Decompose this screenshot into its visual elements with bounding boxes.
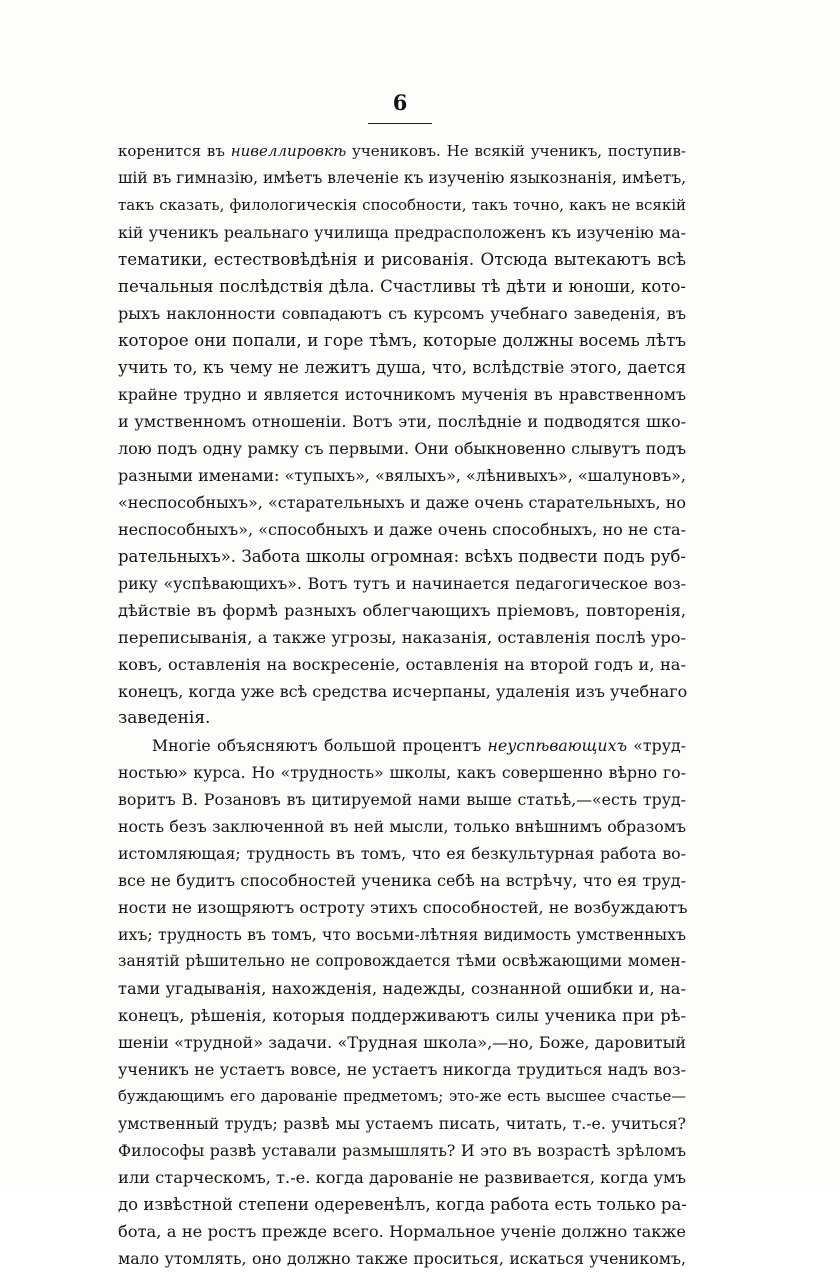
text-line — [118, 543, 686, 570]
text-segment: ковъ, оставленія на воскресеніе, оставленія на второй годъ и, на- — [118, 655, 686, 674]
italic-text: нивеллировкѣ — [230, 142, 347, 160]
text-line — [118, 219, 686, 246]
text-segment: все не будитъ способностей ученика себѣ на встрѣчу, что ея труд- — [118, 871, 686, 890]
text-line — [118, 867, 686, 894]
text-segment: заведенія. — [118, 708, 211, 728]
text-line — [118, 1218, 686, 1245]
text-segment: ности не изощряютъ остроту этихъ способностей, не возбуждаютъ — [118, 898, 688, 917]
text-segment: разными именами: «тупыхъ», «вялыхъ», «лѣнивыхъ», «шалуновъ», — [118, 466, 687, 485]
text-line — [118, 975, 686, 1002]
text-segment: крайне трудно и является источникомъ мученія въ нравственномъ — [118, 385, 686, 404]
text-segment: учениковъ. Не всякій ученикъ, поступив- — [346, 142, 686, 160]
text-segment: до извѣстной степени одеревенѣлъ, когда работа есть только ра- — [118, 1195, 687, 1214]
text-line — [118, 624, 686, 651]
page-number: 6 — [392, 90, 408, 115]
text-segment: конецъ, когда уже всѣ средства исчерпаны, удаленія изъ учебнаго — [118, 682, 688, 701]
text-segment: конецъ, рѣшенія, которыя поддерживаютъ силы ученика при рѣ- — [118, 1006, 686, 1025]
text-segment: тематики, естествовѣдѣнія и рисованія. Отсюда вытекаютъ всѣ — [118, 249, 686, 269]
text-segment: переписыванія, а также угрозы, наказанія, оставленія послѣ уро- — [118, 628, 686, 647]
text-segment: рательныхъ». Забота школы огромная: всѣхъ подвести подъ руб- — [118, 547, 686, 566]
text-line — [118, 192, 686, 219]
text-line — [118, 381, 686, 408]
text-segment: «неспособныхъ», «старательныхъ и даже очень старательныхъ, но — [118, 493, 686, 512]
text-line — [118, 894, 686, 921]
text-segment: ность безъ заключенной въ ней мысли, только внѣшнимъ образомъ — [118, 817, 686, 836]
text-line — [118, 1056, 686, 1083]
text-segment: буждающимъ его дарованіе предметомъ; это-же есть высшее счастье— — [118, 1088, 686, 1105]
text-segment: неспособныхъ», «способныхъ и даже очень способныхъ, но не ста- — [118, 520, 686, 539]
text-line — [118, 597, 686, 624]
text-segment: такъ сказать, филологическія способности, такъ точно, какъ не всякій — [118, 196, 686, 214]
text-line — [118, 1002, 686, 1029]
text-line — [118, 570, 686, 597]
text-line — [118, 1110, 686, 1137]
text-line — [118, 489, 686, 516]
text-segment: ученикъ не устаетъ вовсе, не устаетъ никогда трудиться надъ воз- — [118, 1060, 686, 1079]
text-segment: занятій рѣшительно не сопровождается тѣми освѣжающими момен- — [118, 952, 686, 970]
text-line — [118, 678, 686, 705]
text-segment: тами угадыванія, нахожденія, надежды, сознанной ошибки и, на- — [118, 979, 686, 998]
text-segment: рыхъ наклонности совпадаютъ съ курсомъ учебнаго заведенія, въ — [118, 304, 686, 323]
text-segment: и умственномъ отношеніи. Вотъ эти, послѣдніе и подводятся шко- — [118, 412, 686, 431]
text-segment: печальныя послѣдствія дѣла. Счастливы тѣ дѣти и юноши, кото- — [118, 277, 686, 296]
text-line — [118, 786, 686, 813]
text-line — [118, 840, 686, 867]
text-segment: дѣйствіе въ формѣ разныхъ облегчающихъ пріемовъ, повторенія, — [118, 601, 686, 620]
text-line — [118, 921, 686, 948]
text-line — [118, 273, 686, 300]
text-segment: ихъ; трудность въ томъ, что восьми-лѣтняя видимость умственныхъ — [118, 925, 686, 944]
text-segment: коренится въ — [118, 142, 231, 160]
text-line — [118, 138, 686, 165]
text-line — [118, 516, 686, 543]
text-line — [118, 1164, 686, 1191]
text-line — [118, 651, 686, 678]
text-line — [118, 732, 686, 759]
text-segment: рику «успѣвающихъ». Вотъ тутъ и начинается педагогическое воз- — [118, 574, 686, 593]
text-segment: кій ученикъ реальнаго училища предрасположенъ къ изученію ма- — [118, 223, 686, 242]
text-line — [118, 1191, 686, 1218]
text-line — [118, 354, 686, 381]
text-line — [118, 246, 686, 273]
text-line — [118, 1083, 686, 1110]
text-line — [118, 705, 686, 732]
text-segment: ностью» курса. Но «трудность» школы, какъ совершенно вѣрно го- — [118, 763, 686, 782]
text-line — [118, 165, 686, 192]
text-segment: «труд- — [626, 736, 686, 755]
text-segment: Многіе объясняютъ большой процентъ — [152, 736, 488, 755]
text-segment: шій въ гимназію, имѣетъ влеченіе къ изученію языкознанія, имѣетъ, — [118, 169, 687, 187]
text-line — [118, 1029, 686, 1056]
text-body — [118, 138, 686, 1272]
text-line — [118, 1137, 686, 1164]
text-line — [118, 300, 686, 327]
text-line — [118, 948, 686, 975]
text-line — [118, 1245, 686, 1272]
text-segment: умственный трудъ; развѣ мы устаемъ писать, читать, т.-е. учиться? — [118, 1114, 686, 1133]
italic-text: неуспѣвающихъ — [487, 736, 627, 755]
text-segment: шеніи «трудной» задачи. «Трудная школа»,—но, Боже, даровитый — [118, 1033, 686, 1052]
text-segment: Философы развѣ уставали размышлять? И это въ возрастѣ зрѣломъ — [118, 1141, 686, 1160]
text-segment: бота, а не ростъ прежде всего. Нормальное ученіе должно также — [118, 1222, 686, 1241]
text-line — [118, 462, 686, 489]
text-line — [118, 327, 686, 354]
text-line — [118, 813, 686, 840]
text-segment: учить то, къ чему не лежитъ душа, что, вслѣдствіе этого, дается — [118, 358, 686, 377]
text-segment: лою подъ одну рамку съ первыми. Они обыкновенно слывутъ подъ — [118, 439, 686, 458]
text-segment: воритъ В. Розановъ въ цитируемой нами выше статьѣ,—«есть труд- — [118, 790, 686, 809]
text-segment: мало утомлять, оно должно также проситься, искаться ученикомъ, — [118, 1249, 686, 1268]
text-line — [118, 435, 686, 462]
text-line — [118, 408, 686, 435]
text-line — [118, 759, 686, 786]
text-segment: которое они попали, и горе тѣмъ, которые должны восемь лѣтъ — [118, 330, 686, 350]
text-segment: истомляющая; трудность въ томъ, что ея безкультурная работа во- — [118, 844, 686, 863]
text-segment: или старческомъ, т.-е. когда дарованіе не развивается, когда умъ — [118, 1168, 686, 1187]
header-rule — [368, 123, 432, 124]
